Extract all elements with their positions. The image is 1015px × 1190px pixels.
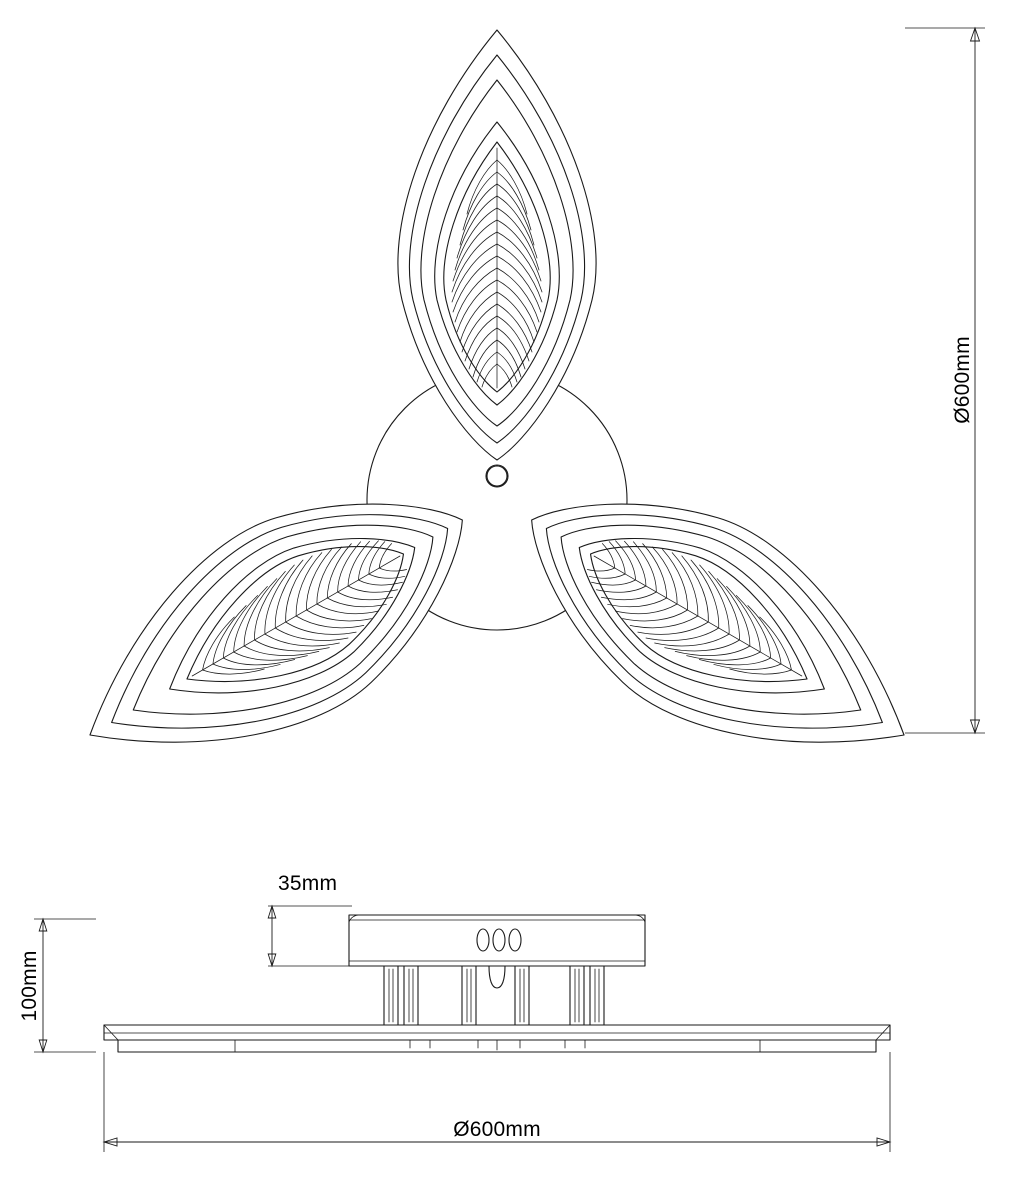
dimension-body-height-callout — [268, 872, 352, 966]
dimension-label-35mm: 35mm — [278, 872, 338, 895]
dimension-label-diameter-horizontal: Ø600mm — [453, 1118, 541, 1141]
dimension-label-100mm: 100mm — [18, 950, 41, 1022]
dimension-overall-diameter-horizontal — [104, 1052, 890, 1152]
side-center-boss — [489, 966, 505, 988]
side-panel — [104, 1025, 890, 1052]
dimension-overall-height — [18, 919, 96, 1052]
dimension-label-diameter-vertical: Ø600mm — [951, 336, 974, 424]
center-cap — [487, 466, 507, 486]
dimension-overall-diameter-vertical — [905, 28, 985, 733]
indicator-dots — [477, 929, 521, 951]
side-view — [104, 915, 890, 1052]
top-view — [40, 30, 953, 821]
